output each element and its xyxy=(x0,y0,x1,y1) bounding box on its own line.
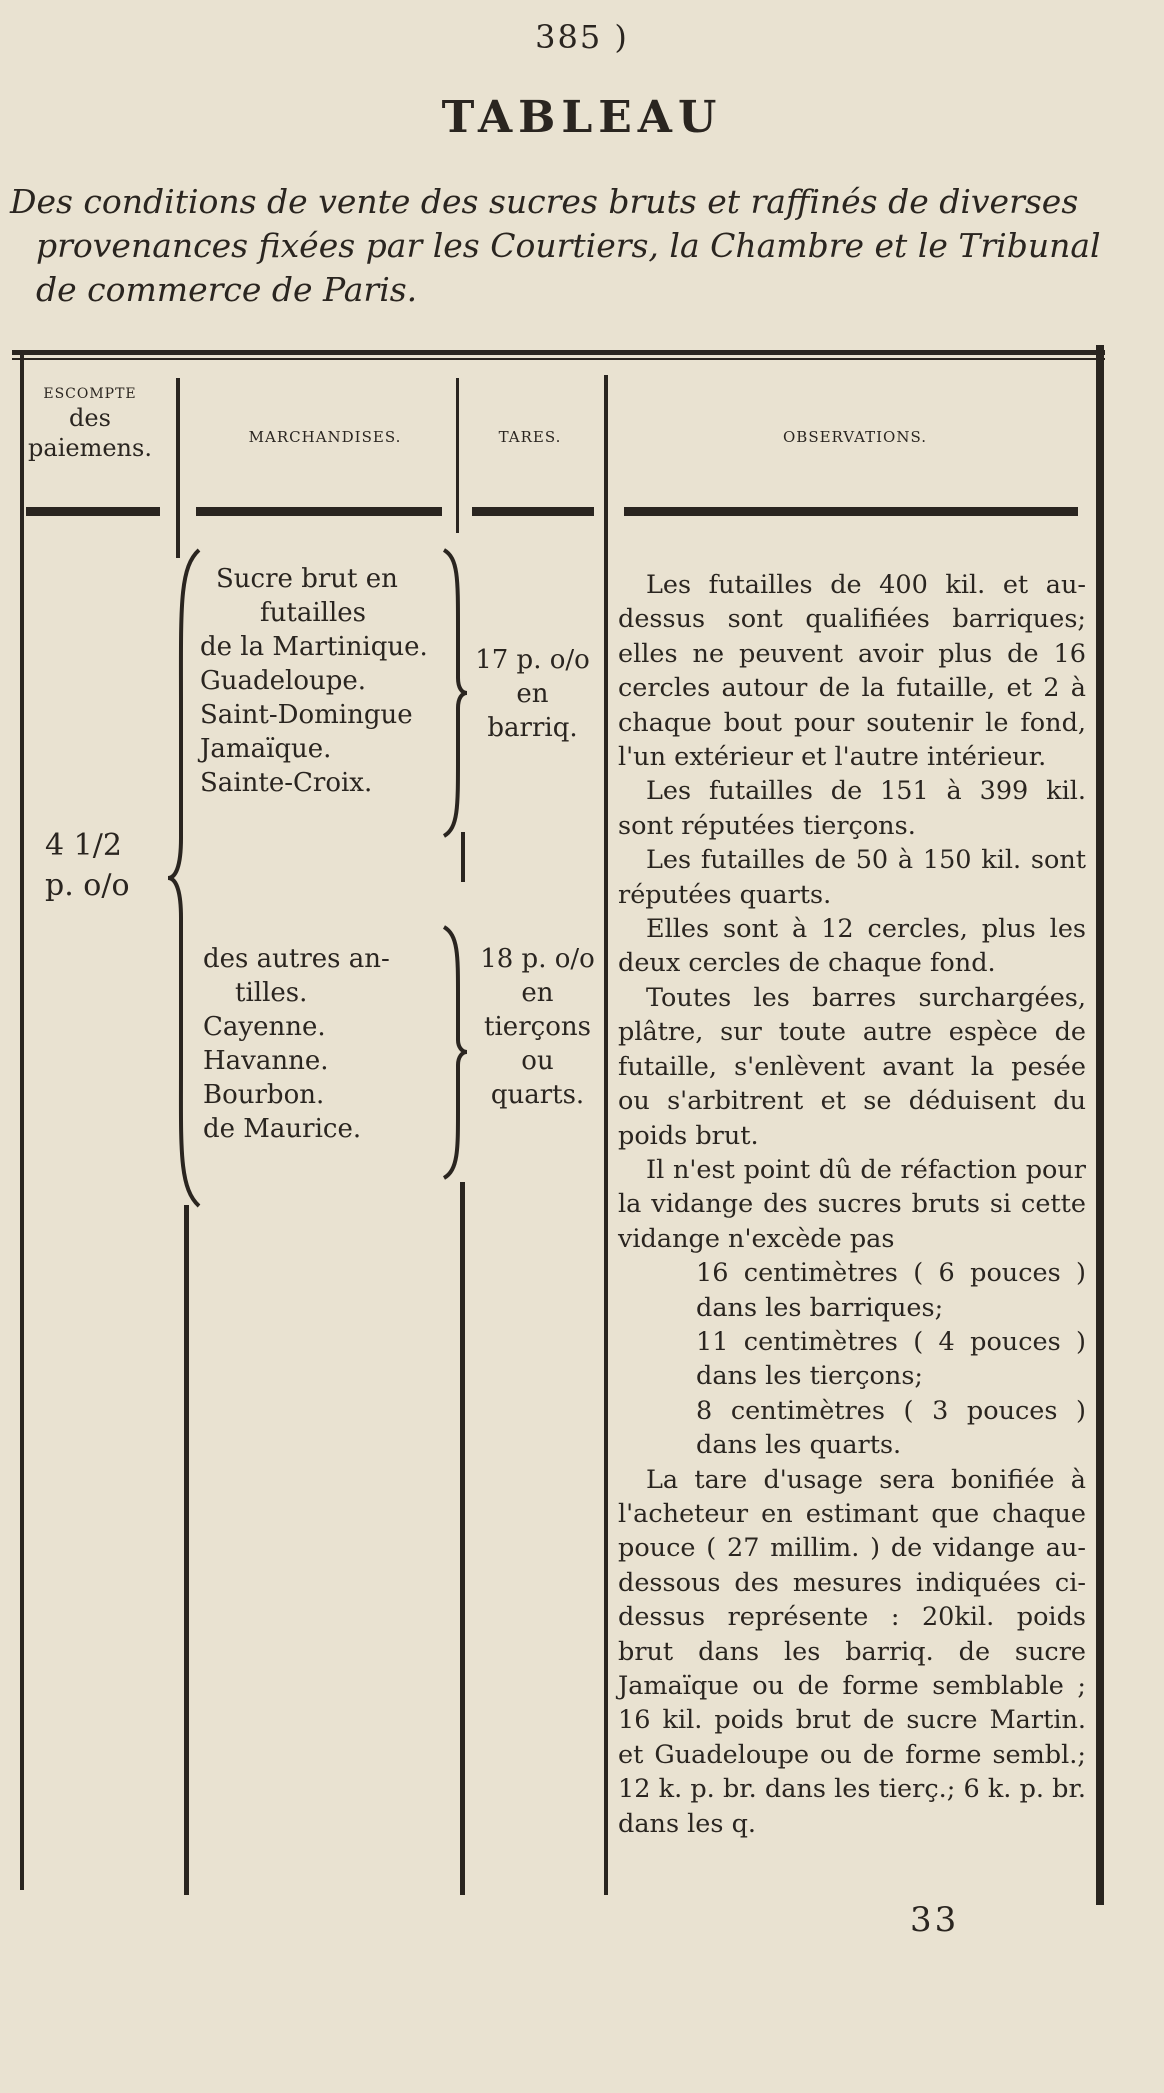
header-rule xyxy=(624,507,1078,516)
merchandise-line: Sainte-Croix. xyxy=(200,768,373,798)
header-marchandises: MARCHANDISES. xyxy=(248,428,402,446)
subtitle-line: provenances fixées par les Courtiers, la Chambre et le Tribunal xyxy=(36,226,1101,265)
subtitle-line: de commerce de Paris. xyxy=(36,270,418,309)
header-escompte xyxy=(20,385,160,463)
observation-paragraph: Il n'est point dû de réfaction pour la vidange des sucres bruts si cette vidange n'excède pas xyxy=(618,1154,1086,1254)
table-top-rule xyxy=(12,350,1105,355)
observation-paragraph: Elles sont à 12 cercles, plus les deux cercles de chaque fond. xyxy=(618,914,1086,979)
header-escompte-line: paiemens. xyxy=(28,434,152,462)
observation-measure: 16 centimètres ( 6 pouces ) dans les barriques; xyxy=(696,1258,1086,1323)
merchandise-line: de Maurice. xyxy=(203,1114,362,1144)
tare-line: 17 p. o/o xyxy=(475,645,590,675)
tare-line: barriq. xyxy=(487,713,578,743)
header-escompte-line: ESCOMPTE xyxy=(43,386,137,402)
signature-mark: 33 xyxy=(910,1900,960,1940)
merchandise-line: Jamaïque. xyxy=(200,734,332,764)
large-left-brace xyxy=(165,548,205,1208)
tare-line: en xyxy=(521,978,554,1008)
subtitle xyxy=(10,180,1105,312)
merchandise-line: Bourbon. xyxy=(203,1080,325,1110)
merchandise-line: futailles xyxy=(260,598,366,628)
observation-paragraph: Toutes les barres surchargées, plâtre, sur toute autre espèce de futaille, s'enlèvent avant la pesée ou s'arbitrent et se déduisent du poids brut. xyxy=(618,982,1086,1151)
header-rule xyxy=(472,507,594,516)
header-observations: OBSERVATIONS. xyxy=(783,428,927,446)
merchandise-group xyxy=(200,562,460,800)
merchandise-line: Sucre brut en xyxy=(216,564,398,594)
merchandise-line: des autres an- xyxy=(203,944,390,974)
page-title: TABLEAU xyxy=(441,92,723,143)
observations-text xyxy=(618,568,1086,1841)
table-right-border xyxy=(1096,345,1104,1905)
observation-paragraph: Les futailles de 50 à 150 kil. sont réputées quarts. xyxy=(618,845,1086,910)
tare-line: 18 p. o/o xyxy=(480,944,595,974)
tare-group xyxy=(470,942,605,1112)
escompte-value-line: p. o/o xyxy=(45,868,130,903)
observation-measure: 8 centimètres ( 3 pouces ) dans les quarts. xyxy=(696,1395,1086,1461)
header-rule xyxy=(196,507,442,516)
column-divider xyxy=(184,1205,189,1895)
escompte-value xyxy=(45,826,130,906)
merchandise-group xyxy=(203,942,453,1146)
column-divider xyxy=(456,378,459,533)
column-divider xyxy=(176,378,180,558)
tare-line: tierçons xyxy=(484,1012,591,1042)
observation-paragraph: La tare d'usage sera bonifiée à l'acheteur en estimant que chaque pouce ( 27 millim. ) de vidange au-dessous des mesures indiquées ci-dessus représente : 20kil. poids brut dans les barriq. de sucre Jamaïque ou de forme semblable ; 16 kil. poids brut de sucre Martin. et Guadeloupe ou de forme sembl.; 12 k. p. br. dans les tierç.; 6 k. p. br. dans les q. xyxy=(618,1464,1086,1839)
merchandise-line: de la Martinique. xyxy=(200,632,428,662)
column-divider xyxy=(461,832,465,882)
page-number: 385 ) xyxy=(535,18,629,56)
table-left-border xyxy=(20,355,24,1890)
merchandise-line: tilles. xyxy=(235,978,308,1008)
header-tares: TARES. xyxy=(498,428,562,446)
merchandise-line: Cayenne. xyxy=(203,1012,326,1042)
header-rule xyxy=(26,507,160,516)
tare-group xyxy=(470,643,595,745)
column-divider xyxy=(604,375,608,1895)
tare-line: quarts. xyxy=(490,1080,585,1110)
subtitle-line: Des conditions de vente des sucres bruts et raffinés de diverses xyxy=(10,182,1079,221)
tare-line: en xyxy=(516,679,549,709)
observation-paragraph: Les futailles de 400 kil. et au-dessus sont qualifiées barriques; elles ne peuvent avoir plus de 16 cercles autour de la futaille, et 2 à chaque bout pour soutenir le fond, l'un extérieur et l'autre intérieur. xyxy=(618,570,1086,773)
observation-measure: 11 centimètres ( 4 pouces ) dans les tierçons; xyxy=(696,1326,1086,1392)
table-top-rule-thin xyxy=(12,358,1105,360)
escompte-value-line: 4 1/2 xyxy=(45,828,122,863)
observation-paragraph: Les futailles de 151 à 399 kil. sont réputées tierçons. xyxy=(618,776,1086,841)
header-escompte-line: des xyxy=(69,404,111,432)
merchandise-line: Havanne. xyxy=(203,1046,329,1076)
merchandise-line: Guadeloupe. xyxy=(200,666,367,696)
merchandise-line: Saint-Domingue xyxy=(200,700,413,730)
column-divider xyxy=(460,1182,465,1895)
tare-line: ou xyxy=(521,1046,554,1076)
